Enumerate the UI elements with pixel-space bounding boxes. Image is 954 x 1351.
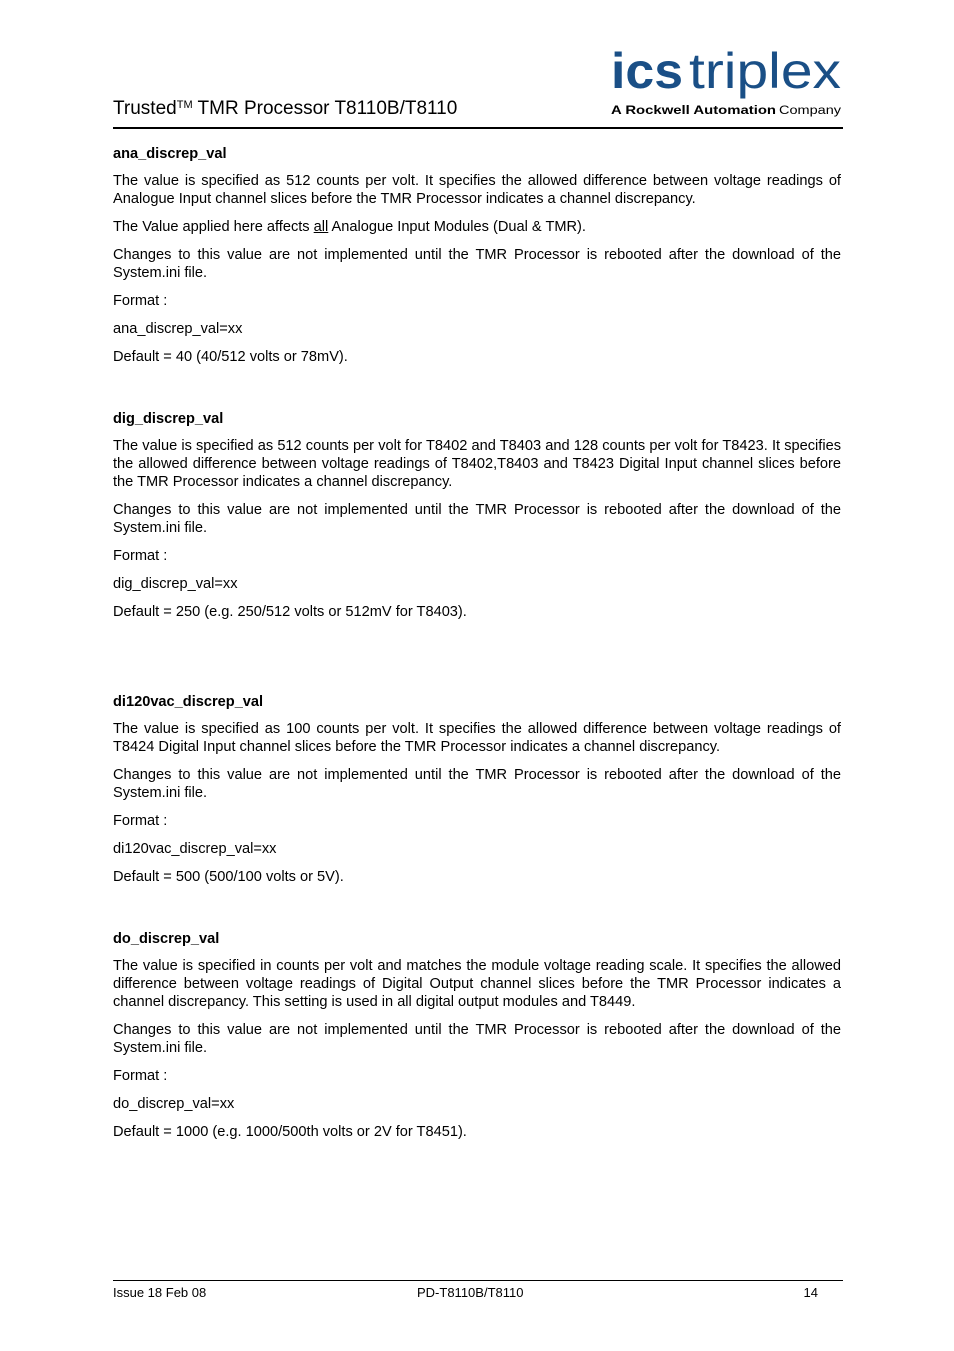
scope-paragraph	[113, 218, 841, 236]
ics-triplex-logo	[611, 40, 843, 120]
logo-tagline-rest: Company	[779, 105, 842, 117]
section-heading: di120vac_discrep_val	[113, 694, 264, 710]
format-label: Format :	[113, 548, 168, 564]
footer-divider	[113, 1280, 843, 1281]
default-value: Default = 1000 (e.g. 1000/500th volts or 2V for T8451).	[113, 1124, 467, 1140]
section-do-discrep-val	[113, 930, 841, 1141]
default-value: Default = 40 (40/512 volts or 78mV).	[113, 349, 348, 365]
document-title	[113, 98, 457, 120]
document-id: PD-T8110B/T8110	[417, 1285, 524, 1300]
page-number: 14	[803, 1285, 818, 1300]
logo-text-triplex: triplex	[689, 43, 841, 99]
format-value: do_discrep_val=xx	[113, 1096, 235, 1112]
reboot-note-paragraph: Changes to this value are not implemented until the TMR Processor is rebooted after the download of the System.ini file.	[113, 1022, 841, 1056]
section-heading: do_discrep_val	[113, 931, 220, 947]
title-prefix: Trusted	[113, 98, 177, 119]
page-header	[113, 40, 843, 130]
reboot-note-paragraph: Changes to this value are not implemented until the TMR Processor is rebooted after the download of the System.ini file.	[113, 247, 841, 281]
section-dig-discrep-val	[113, 410, 841, 621]
description-paragraph: The value is specified as 512 counts per volt for T8402 and T8403 and 128 counts per volt for T8423. It specifies the allowed difference between voltage readings of T8402,T8403 and T8423 Digital Input channel slices before the TMR Processor indicates a channel discrepancy.	[113, 438, 841, 490]
page-footer	[113, 1280, 843, 1303]
reboot-note-paragraph: Changes to this value are not implemented until the TMR Processor is rebooted after the download of the System.ini file.	[113, 767, 841, 801]
trademark-mark: TM	[176, 99, 193, 111]
section-ana-discrep-val	[113, 145, 841, 366]
reboot-note-paragraph: Changes to this value are not implemented until the TMR Processor is rebooted after the download of the System.ini file.	[113, 502, 841, 536]
logo-text-ics: ics	[611, 43, 683, 99]
title-suffix: TMR Processor T8110B/T8110	[192, 98, 458, 119]
logo-tagline-bold: A Rockwell Automation	[611, 105, 776, 117]
scope-text-after: Analogue Input Modules (Dual & TMR).	[328, 219, 586, 235]
description-paragraph: The value is specified as 512 counts per volt. It specifies the allowed difference between voltage readings of Analogue Input channel slices before the TMR Processor indicates a channel discrepancy.	[113, 173, 841, 207]
description-paragraph: The value is specified as 100 counts per volt. It specifies the allowed difference between voltage readings of T8424 Digital Input channel slices before the TMR Processor indicates a channel discrepancy.	[113, 721, 841, 755]
format-value: dig_discrep_val=xx	[113, 576, 238, 592]
format-value: ana_discrep_val=xx	[113, 321, 243, 337]
description-paragraph: The value is specified in counts per volt and matches the module voltage reading scale. It specifies the allowed difference between voltage readings of Digital Output channel slices before the TMR Processor indicates a channel discrepancy. This setting is used in all digital output modules and T8449.	[113, 958, 841, 1010]
issue-date: Issue 18 Feb 08	[113, 1285, 207, 1300]
header-divider	[113, 127, 843, 129]
scope-text-before: The Value applied here affects	[113, 219, 314, 235]
format-value: di120vac_discrep_val=xx	[113, 841, 277, 857]
section-heading: ana_discrep_val	[113, 146, 227, 162]
default-value: Default = 250 (e.g. 250/512 volts or 512mV for T8403).	[113, 604, 467, 620]
format-label: Format :	[113, 813, 168, 829]
document-body	[113, 145, 841, 1151]
format-label: Format :	[113, 293, 168, 309]
section-di120vac-discrep-val	[113, 693, 841, 886]
default-value: Default = 500 (500/100 volts or 5V).	[113, 869, 344, 885]
scope-text-underlined: all	[313, 219, 329, 235]
format-label: Format :	[113, 1068, 168, 1084]
section-heading: dig_discrep_val	[113, 411, 224, 427]
